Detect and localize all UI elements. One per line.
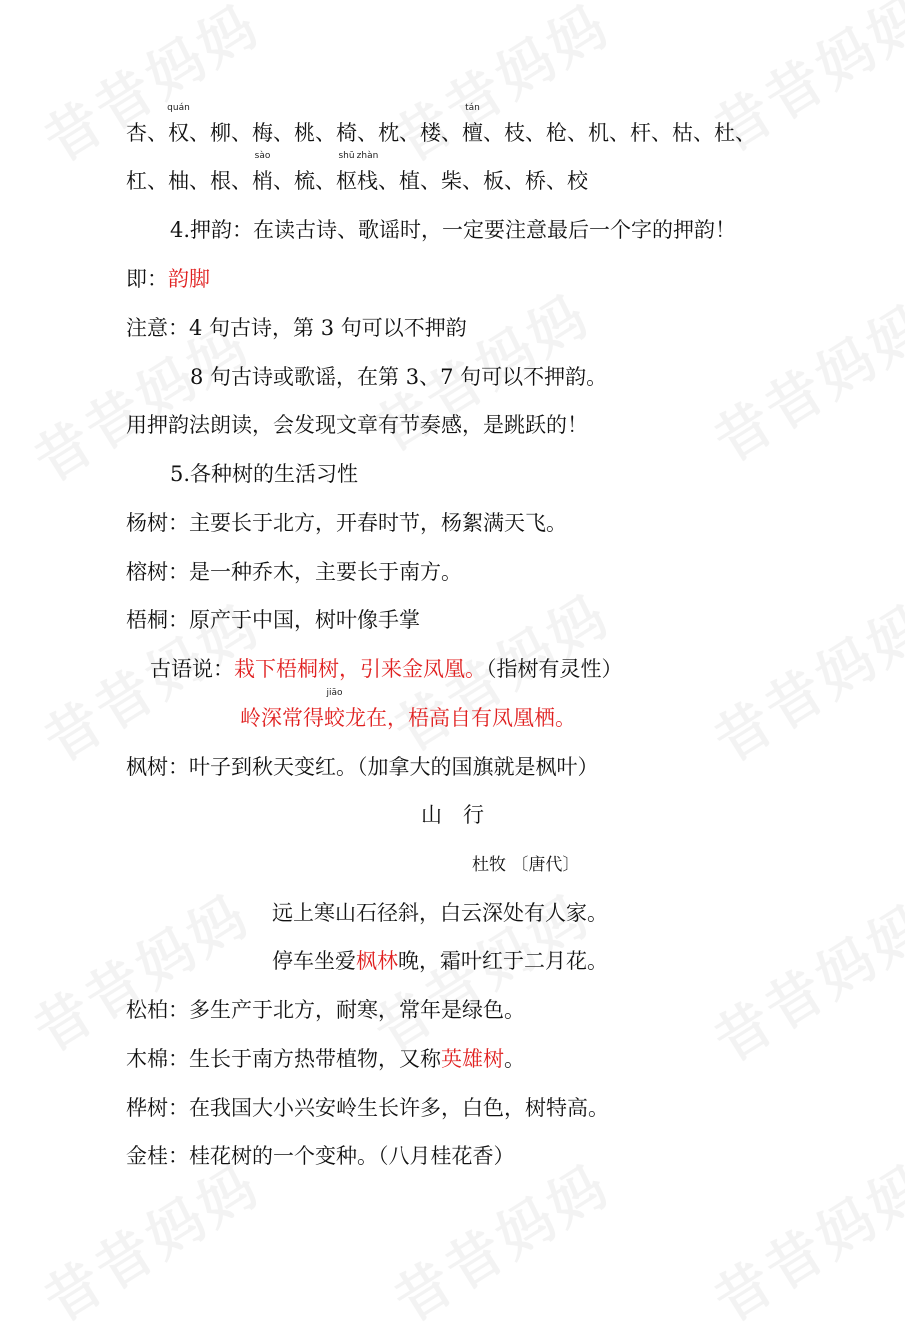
watermark <box>27 1142 273 1337</box>
trees-heading: 5.各种树的生活习性 <box>170 462 359 486</box>
text-segment: 停车坐爱 <box>272 949 356 973</box>
pinyin: sào <box>254 151 271 161</box>
text-segment: 杠、柚、根、 <box>126 169 252 193</box>
ruby-char <box>324 688 345 733</box>
ruby-base: 梢 <box>252 169 273 193</box>
saying-line-2 <box>240 688 576 733</box>
tree-songbai: 松柏：多生产于北方，耐寒，常年是绿色。 <box>126 998 525 1022</box>
watermark <box>17 872 263 1067</box>
saying-line-1 <box>150 654 623 684</box>
text-segment: 、枝、枪、机、杆、枯、杜、 <box>483 121 756 145</box>
watermark <box>27 0 273 178</box>
tree-yang: 杨树：主要长于北方，开春时节，杨絮满天飞。 <box>126 511 567 535</box>
text-segment: 岭深常得 <box>240 706 324 730</box>
pinyin: shū <box>338 151 355 161</box>
ruby-base: 权 <box>168 121 189 145</box>
rhyme-note-3: 用押韵法朗读，会发现文章有节奏感，是跳跃的！ <box>126 413 588 437</box>
text-segment: 杏、 <box>126 121 168 145</box>
text-segment: 、植、柴、板、桥、校 <box>378 169 588 193</box>
rhyme-note-2: 8 句古诗或歌谣，在第 3、7 句可以不押韵。 <box>190 365 608 389</box>
pinyin: tán <box>465 103 480 113</box>
char-list-line-1 <box>126 103 756 148</box>
ruby-char <box>462 103 483 148</box>
ruby-base: 檀 <box>462 121 483 145</box>
ruby-char <box>356 151 379 196</box>
text-segment: 木棉：生长于南方热带植物，又称 <box>126 1047 441 1071</box>
highlight-text: 英雄树 <box>441 1047 504 1071</box>
watermark <box>697 1142 905 1337</box>
text-segment: 、梳、 <box>273 169 336 193</box>
ruby-char <box>252 151 273 196</box>
tree-feng: 枫树：叶子到秋天变红。（加拿大的国旗就是枫叶） <box>126 755 599 779</box>
label: 即： <box>126 267 168 291</box>
highlight-text: 枫林 <box>356 949 398 973</box>
ruby-base: 枢 <box>336 169 357 193</box>
ruby-char <box>336 151 357 196</box>
watermark <box>377 0 623 178</box>
highlight-text: 韵脚 <box>168 267 210 291</box>
pinyin: quán <box>167 103 190 113</box>
poem-author: 杜牧 〔唐代〕 <box>472 855 580 875</box>
pinyin: jiāo <box>326 688 343 698</box>
text-segment: 晚，霜叶红于二月花。 <box>398 949 608 973</box>
watermark <box>697 882 905 1077</box>
text-segment: 。 <box>504 1047 525 1071</box>
rhyme-note-1: 注意：4 句古诗，第 3 句可以不押韵 <box>126 316 467 340</box>
text-segment: 、柳、梅、桃、椅、枕、楼、 <box>189 121 462 145</box>
ruby-base: 栈 <box>357 169 378 193</box>
ruby-base: 蛟 <box>324 706 345 730</box>
tree-mumian <box>126 1044 525 1074</box>
char-list-line-2 <box>126 151 588 196</box>
watermark <box>697 282 905 477</box>
highlight-text: 栽下梧桐树，引来金凤凰。 <box>234 657 486 681</box>
rhyme-heading: 4.押韵：在读古诗、歌谣时，一定要注意最后一个字的押韵！ <box>170 218 737 242</box>
pinyin: zhàn <box>356 151 379 161</box>
text-segment: 龙在，梧高自有凤凰栖。 <box>345 706 576 730</box>
rhyme-foot-line <box>126 264 210 294</box>
poem-title: 山 行 <box>421 803 484 827</box>
tree-jingui: 金桂：桂花树的一个变种。（八月桂花香） <box>126 1144 515 1168</box>
tree-rong: 榕树：是一种乔木，主要长于南方。 <box>126 560 462 584</box>
tree-hua: 桦树：在我国大小兴安岭生长许多，白色，树特高。 <box>126 1096 609 1120</box>
watermark <box>377 1142 623 1337</box>
tree-wutong: 梧桐：原产于中国，树叶像手掌 <box>126 608 420 632</box>
poem-line-2 <box>272 946 608 976</box>
label: 古语说： <box>150 657 234 681</box>
text-segment: （指树有灵性） <box>486 657 623 681</box>
poem-line-1: 远上寒山石径斜，白云深处有人家。 <box>272 901 608 925</box>
ruby-char <box>167 103 190 148</box>
watermark <box>697 582 905 777</box>
